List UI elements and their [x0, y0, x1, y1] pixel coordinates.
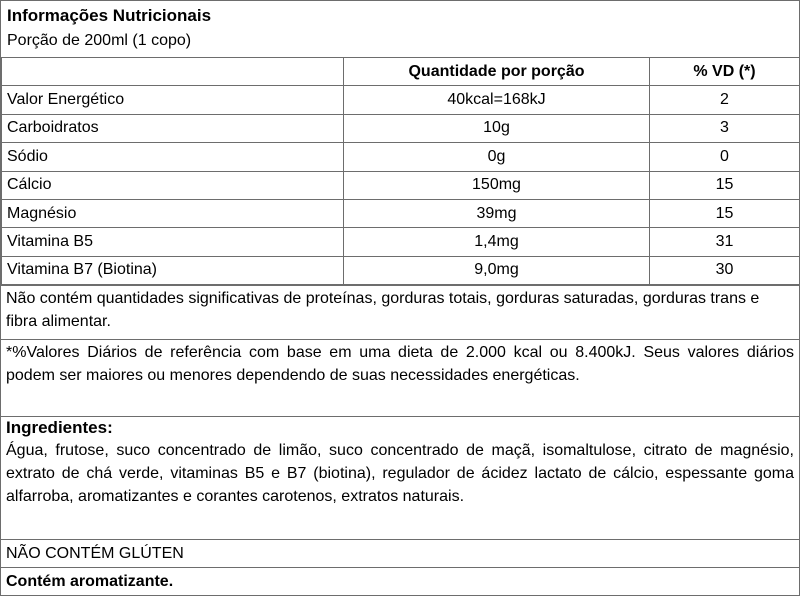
- column-header-dv: % VD (*): [650, 58, 800, 86]
- table-row: [2, 171, 800, 199]
- label-header: [1, 1, 799, 57]
- label-title: Informações Nutricionais: [7, 6, 212, 25]
- column-header-nutrient: [2, 58, 344, 86]
- table-row: [2, 114, 800, 142]
- serving-size: Porção de 200ml (1 copo): [7, 32, 192, 49]
- table-header-row: [2, 58, 800, 86]
- nutrient-amount: 40kcal=168kJ: [344, 86, 650, 114]
- nutrient-name: Carboidratos: [2, 114, 344, 142]
- nutrient-dv: 30: [650, 256, 800, 284]
- nutrient-name: Vitamina B7 (Biotina): [2, 256, 344, 284]
- nutrient-amount: 39mg: [344, 199, 650, 227]
- nutrition-table: [1, 57, 800, 285]
- nutrient-name: Magnésio: [2, 199, 344, 227]
- table-row: [2, 86, 800, 114]
- nutrient-name: Sódio: [2, 143, 344, 171]
- nutrient-amount: 0g: [344, 143, 650, 171]
- nutrient-name: Cálcio: [2, 171, 344, 199]
- nutrient-amount: 1,4mg: [344, 228, 650, 256]
- flavoring-statement: Contém aromatizante.: [1, 567, 799, 595]
- nutrient-dv: 0: [650, 143, 800, 171]
- nutrient-amount: 10g: [344, 114, 650, 142]
- daily-values-note: *%Valores Diários de referência com base em uma dieta de 2.000 kcal ou 8.400kJ. Seus valores diários podem ser maiores ou menores dependendo de suas necessidades energéticas.: [1, 339, 799, 416]
- column-header-amount: Quantidade por porção: [344, 58, 650, 86]
- not-significant-note: Não contém quantidades significativas de proteínas, gorduras totais, gorduras saturadas, gorduras trans e fibra alimentar.: [1, 285, 799, 339]
- table-row: [2, 199, 800, 227]
- nutrient-dv: 15: [650, 199, 800, 227]
- nutrient-dv: 15: [650, 171, 800, 199]
- ingredients-heading: Ingredientes:: [6, 418, 113, 437]
- ingredients-text: Água, frutose, suco concentrado de limão, suco concentrado de maçã, isomaltulose, citrato de magnésio, extrato de chá verde, vitaminas B5 e B7 (biotina), regulador de ácidez lactato de cálcio, espessante goma alfarroba, aromatizantes e corantes carotenos, extratos naturais.: [6, 442, 794, 505]
- table-row: [2, 228, 800, 256]
- nutrient-name: Valor Energético: [2, 86, 344, 114]
- nutrient-amount: 9,0mg: [344, 256, 650, 284]
- table-row: [2, 143, 800, 171]
- nutrient-amount: 150mg: [344, 171, 650, 199]
- nutrient-dv: 3: [650, 114, 800, 142]
- ingredients-section: [1, 416, 799, 539]
- nutrient-dv: 31: [650, 228, 800, 256]
- nutrient-name: Vitamina B5: [2, 228, 344, 256]
- gluten-statement: NÃO CONTÉM GLÚTEN: [1, 539, 799, 567]
- nutrient-dv: 2: [650, 86, 800, 114]
- table-row: [2, 256, 800, 284]
